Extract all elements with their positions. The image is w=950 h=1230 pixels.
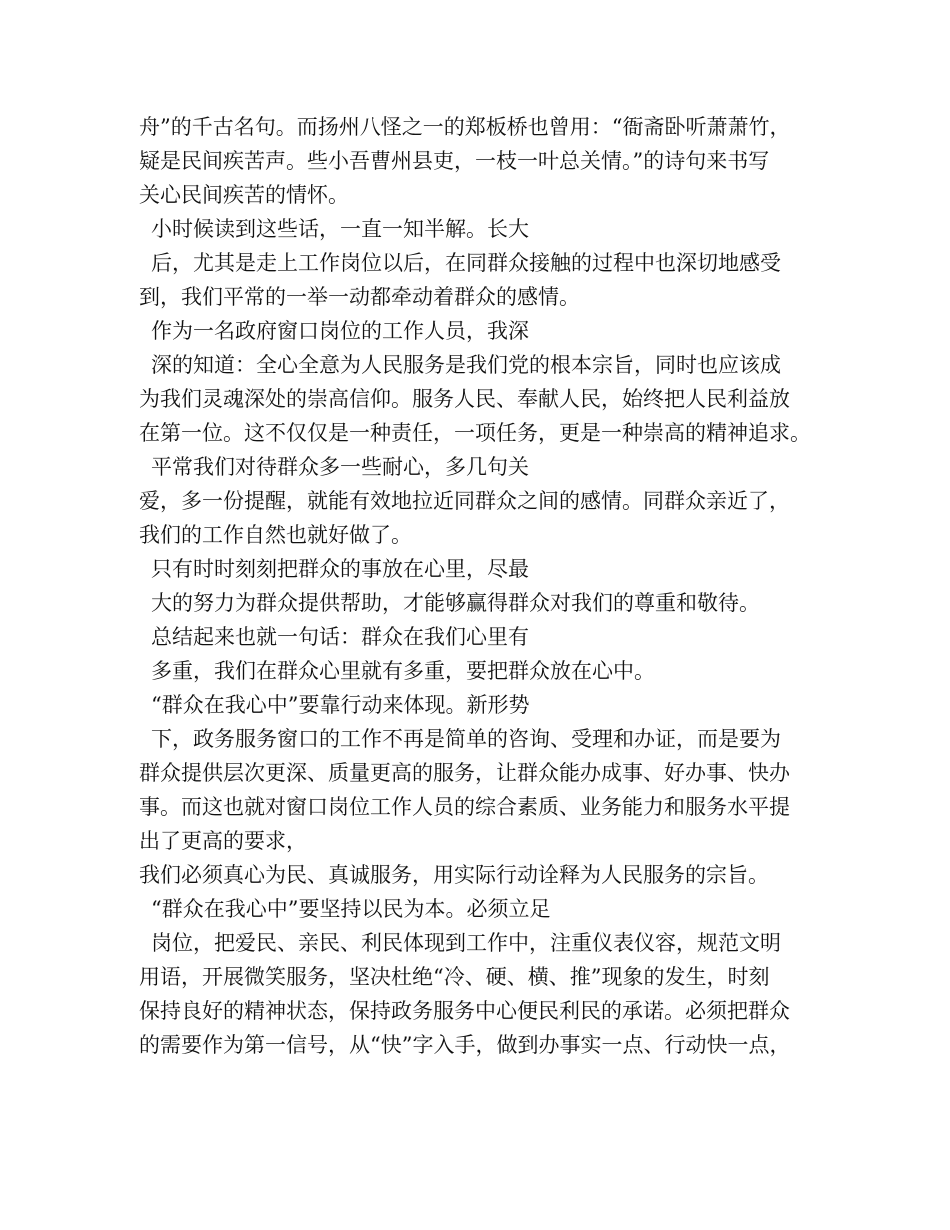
text-line: 舟”的千古名句。而扬州八怪之一的郑板桥也曾用：“衙斋卧听萧萧竹，: [139, 115, 791, 139]
text-line: 群众提供层次更深、质量更高的服务，让群众能办成事、好办事、快办: [139, 761, 790, 785]
text-line: 到，我们平常的一举一动都牵动着群众的感情。: [139, 285, 580, 309]
text-line: 爱，多一份提醒，就能有效地拉近同群众之间的感情。同群众亲近了，: [139, 489, 790, 513]
text-line: 只有时时刻刻把群众的事放在心里，尽最: [151, 557, 529, 581]
text-line: 总结起来也就一句话：群众在我们心里有: [151, 625, 529, 649]
text-line: “群众在我心中”要坚持以民为本。必须立足: [151, 897, 551, 921]
text-line: 用语，开展微笑服务，坚决杜绝“冷、硬、横、推”现象的发生，时刻: [139, 965, 770, 989]
text-line: 岗位，把爱民、亲民、利民体现到工作中，注重仪表仪容，规范文明: [151, 931, 781, 955]
text-line: 疑是民间疾苦声。些小吾曹州县吏，一枝一叶总关情。”的诗句来书写: [139, 149, 770, 173]
text-line: 保持良好的精神状态，保持政务服务中心便民利民的承诺。必须把群众: [139, 999, 790, 1023]
document-body: [139, 110, 839, 1062]
text-line: “群众在我心中”要靠行动来体现。新形势: [151, 693, 530, 717]
text-line: 多重，我们在群众心里就有多重，要把群众放在心中。: [151, 659, 655, 683]
text-line: 我们的工作自然也就好做了。: [139, 523, 412, 547]
text-line: 在第一位。这不仅仅是一种责任，一项任务，更是一种崇高的精神追求。: [139, 421, 811, 445]
text-line: 关心民间疾苦的情怀。: [139, 183, 349, 207]
text-line: 的需要作为第一信号，从“快”字入手，做到办事实一点、行动快一点，: [139, 1033, 791, 1057]
text-line: 出了更高的要求，: [139, 829, 307, 853]
text-line: 事。而这也就对窗口岗位工作人员的综合素质、业务能力和服务水平提: [139, 795, 790, 819]
text-line: 小时候读到这些话，一直一知半解。长大: [151, 217, 529, 241]
text-line: 大的努力为群众提供帮助，才能够赢得群众对我们的尊重和敬待。: [151, 591, 760, 615]
text-line: 作为一名政府窗口岗位的工作人员，我深: [151, 319, 529, 343]
text-line: 为我们灵魂深处的崇高信仰。服务人民、奉献人民，始终把人民利益放: [139, 387, 790, 411]
text-line: 深的知道：全心全意为人民服务是我们党的根本宗旨，同时也应该成: [151, 353, 781, 377]
text-line: 平常我们对待群众多一些耐心，多几句关: [151, 455, 529, 479]
text-line: 后，尤其是走上工作岗位以后，在同群众接触的过程中也深切地感受: [151, 251, 781, 275]
text-line: 我们必须真心为民、真诚服务，用实际行动诠释为人民服务的宗旨。: [139, 863, 769, 887]
text-line: 下，政务服务窗口的工作不再是简单的咨询、受理和办证，而是要为: [151, 727, 781, 751]
